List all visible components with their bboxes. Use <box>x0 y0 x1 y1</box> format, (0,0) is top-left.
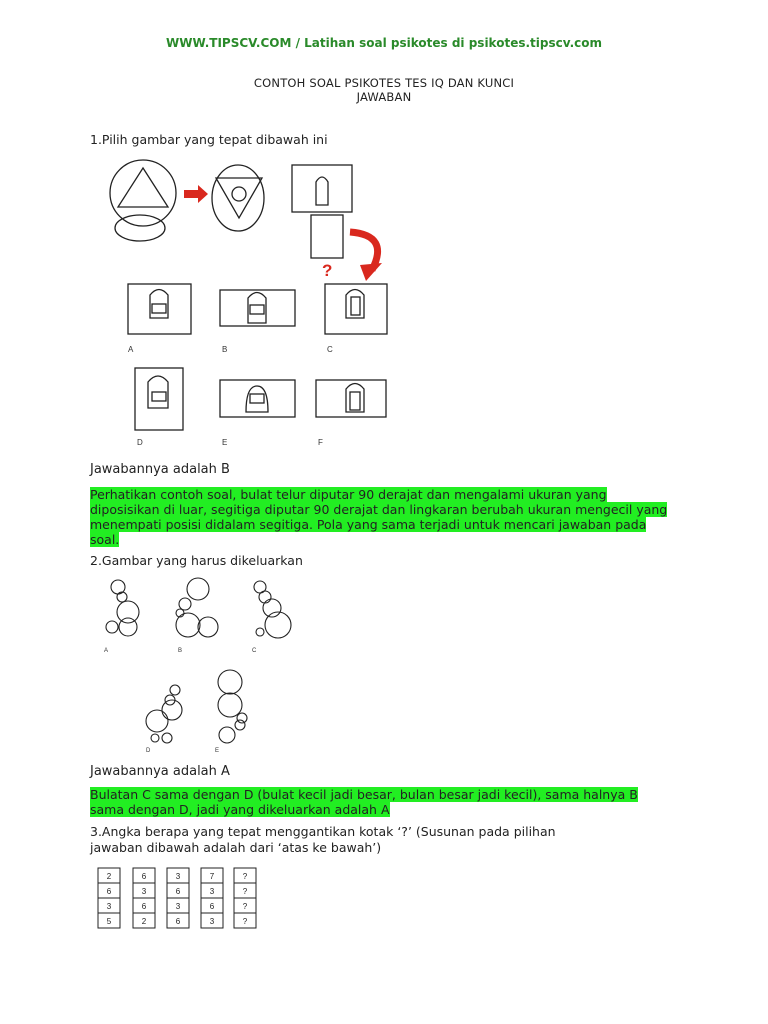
number-cell-value: 3 <box>175 872 181 881</box>
red-arrow-icon <box>184 185 208 203</box>
question-3-line-2: jawaban dibawah adalah dari ‘atas ke bawah’) <box>90 840 382 855</box>
option-label-b: B <box>178 648 183 654</box>
number-cell-value: 5 <box>106 917 112 926</box>
example-circle <box>110 160 176 226</box>
option-label-a: A <box>104 648 109 654</box>
number-cell-value: 6 <box>106 887 112 896</box>
transformed-circle <box>232 187 246 201</box>
question-1-figure <box>100 160 520 460</box>
number-cell-value: 6 <box>175 917 181 926</box>
number-cell-value: 3 <box>106 902 112 911</box>
option-label-e: E <box>222 438 228 447</box>
question-shield <box>316 177 328 205</box>
question-2-figure <box>100 575 300 755</box>
number-cell-value: 6 <box>141 872 147 881</box>
option-label-c: C <box>252 648 257 654</box>
header-link[interactable]: WWW.TIPSCV.COM / Latihan soal psikotes di psikotes.tipscv.com <box>165 36 602 50</box>
number-cell-value: ? <box>242 917 248 926</box>
title-line-2: JAWABAN <box>356 90 412 104</box>
question-3-line-1: 3.Angka berapa yang tepat menggantikan kotak ‘?’ (Susunan pada pilihan <box>90 824 556 839</box>
question-mark: ? <box>322 261 333 280</box>
transformed-triangle <box>216 178 262 218</box>
transformed-ellipse <box>212 165 264 231</box>
example-ellipse <box>115 215 165 241</box>
number-cell-value: ? <box>242 902 248 911</box>
option-label-e: E <box>215 748 220 754</box>
question-rect <box>311 215 343 258</box>
number-cell-value: 6 <box>141 902 147 911</box>
question-1-text: 1.Pilih gambar yang tepat dibawah ini <box>90 132 328 147</box>
option-label-d: D <box>137 438 143 447</box>
question-2-explanation: Bulatan C sama dengan D (bulat kecil jadi besar, bulan besar jadi kecil), sama halnya B sama dengan D, jadi yang dikeluarkan adalah A <box>90 787 638 817</box>
question-2-answer: Jawabannya adalah A <box>90 764 230 779</box>
number-cell-value: 3 <box>141 887 147 896</box>
document-title <box>0 76 768 104</box>
number-cell-value: 3 <box>175 902 181 911</box>
number-cell-value: ? <box>242 872 248 881</box>
number-cell-value: 2 <box>141 917 147 926</box>
number-cell-value: 7 <box>209 872 215 881</box>
option-label-a: A <box>128 345 134 354</box>
number-cell-value: 3 <box>209 887 215 896</box>
option-label-f: F <box>318 438 323 447</box>
option-label-b: B <box>222 345 228 354</box>
number-cell-value: 3 <box>209 917 215 926</box>
question-2-text: 2.Gambar yang harus dikeluarkan <box>90 553 303 568</box>
option-label-d: D <box>146 748 151 754</box>
number-cell-value: 6 <box>175 887 181 896</box>
question-3-text <box>90 824 556 856</box>
number-cell-value: ? <box>242 887 248 896</box>
number-cell-value: 6 <box>209 902 215 911</box>
option-label-c: C <box>327 345 333 354</box>
title-line-1: CONTOH SOAL PSIKOTES TES IQ DAN KUNCI <box>253 76 515 90</box>
number-columns-figure <box>96 866 266 936</box>
number-cell-value: 2 <box>106 872 112 881</box>
question-1-explanation: Perhatikan contoh soal, bulat telur diputar 90 derajat dan mengalami ukuran yang diposisikan di luar, segitiga diputar 90 derajat dan lingkaran berubah ukuran mengecil yang menempati posisi didalam segitiga. Pola yang sama terjadi untuk mencari jawaban pada soal. <box>90 487 668 547</box>
example-triangle <box>118 168 168 207</box>
question-1-answer: Jawabannya adalah B <box>90 462 230 477</box>
